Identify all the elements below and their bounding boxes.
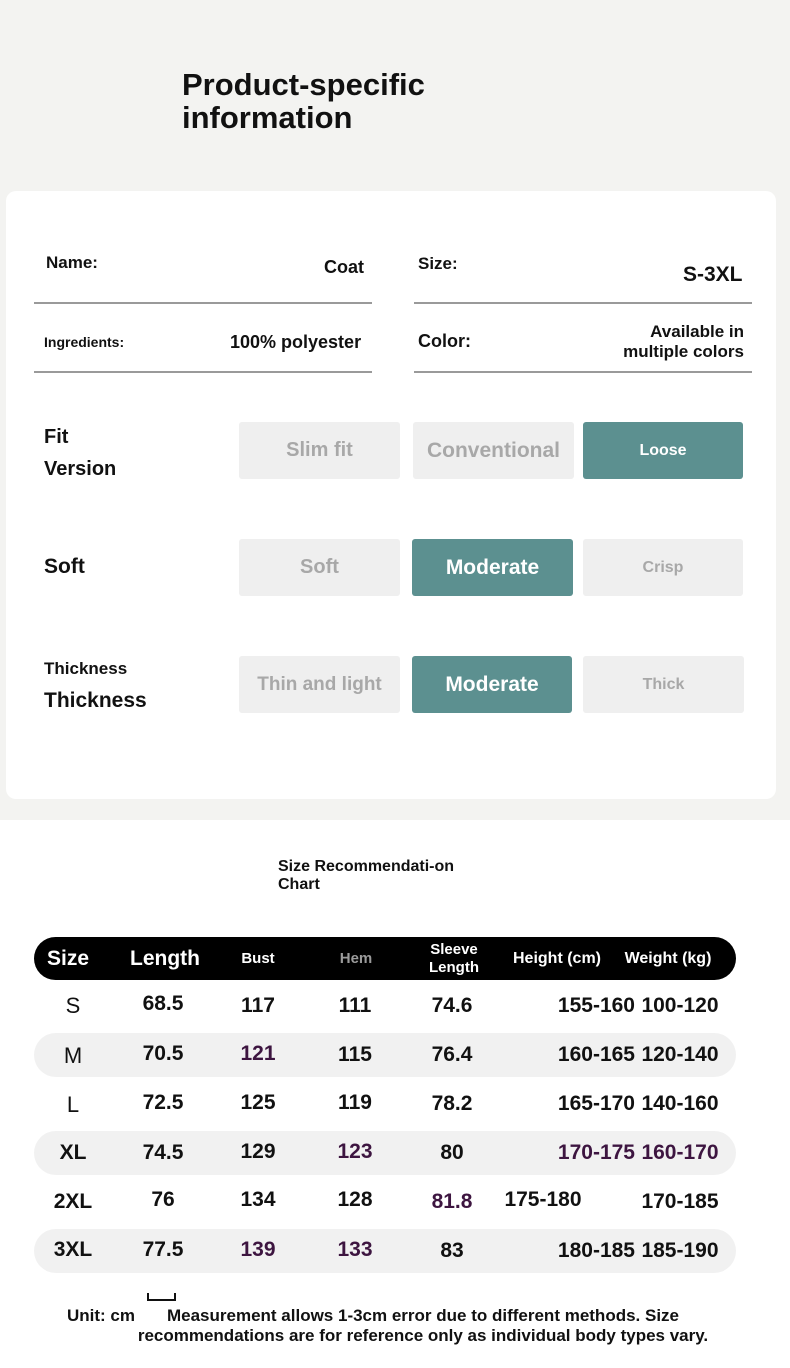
size-table-header <box>34 937 736 980</box>
option-thick[interactable]: Thick <box>583 656 744 713</box>
cell-bust: 134 <box>240 1188 276 1211</box>
cell-height: 170-175 <box>557 1141 635 1164</box>
divider <box>414 302 752 304</box>
header-weight: Weight (kg) <box>624 949 712 967</box>
divider <box>34 302 372 304</box>
option-thin-and-light[interactable]: Thin and light <box>239 656 400 713</box>
cell-sleeve: 78.2 <box>431 1092 473 1115</box>
cell-bust: 117 <box>241 994 275 1017</box>
measurement-note: Measurement allows 1-3cm error due to different methods. Size recommendations are for reference only as individual body types vary. <box>137 1306 709 1345</box>
header-height: Height (cm) <box>513 949 601 967</box>
cell-size: M <box>63 1043 83 1068</box>
cell-weight: 100-120 <box>641 994 719 1017</box>
cell-weight: 140-160 <box>641 1092 719 1115</box>
cell-height: 155-160 <box>557 994 635 1017</box>
divider <box>414 371 752 373</box>
cell-sleeve: 80 <box>440 1141 464 1164</box>
cell-sleeve: 81.8 <box>431 1190 473 1213</box>
option-crisp[interactable]: Crisp <box>583 539 743 596</box>
option-loose-selected[interactable]: Loose <box>583 422 743 479</box>
cell-hem: 123 <box>337 1140 373 1163</box>
cell-sleeve: 76.4 <box>431 1043 473 1066</box>
bracket-mark-icon <box>147 1293 176 1301</box>
cell-hem: 128 <box>337 1188 373 1211</box>
option-conventional[interactable]: Conventional <box>413 422 574 479</box>
cell-size: XL <box>59 1141 87 1164</box>
ingredients-value: 100% polyester <box>230 332 362 352</box>
cell-bust: 121 <box>240 1042 276 1065</box>
cell-weight: 185-190 <box>641 1239 719 1262</box>
unit-label: Unit: cm <box>67 1306 135 1325</box>
cell-length: 72.5 <box>142 1091 184 1114</box>
cell-size: 2XL <box>53 1190 93 1213</box>
cell-hem: 119 <box>338 1091 372 1114</box>
cell-weight: 120-140 <box>641 1043 719 1066</box>
cell-height: 165-170 <box>557 1092 635 1115</box>
cell-size: S <box>65 993 81 1018</box>
thickness-small-label: Thickness <box>44 659 128 678</box>
header-bust: Bust <box>241 949 275 967</box>
option-moderate-selected[interactable]: Moderate <box>412 539 573 596</box>
ingredients-label: Ingredients: <box>44 334 125 350</box>
cell-bust: 139 <box>240 1238 276 1261</box>
header-sleeve-length: Sleeve Length <box>429 940 479 976</box>
cell-height: 160-165 <box>557 1043 635 1066</box>
cell-length: 74.5 <box>142 1141 184 1164</box>
size-value: S-3XL <box>683 263 743 286</box>
cell-length: 70.5 <box>142 1042 184 1065</box>
cell-height: 180-185 <box>557 1239 635 1262</box>
cell-height: 175-180 <box>504 1188 582 1211</box>
cell-sleeve: 74.6 <box>431 994 473 1017</box>
header-hem: Hem <box>339 949 373 967</box>
color-label: Color: <box>418 331 471 351</box>
color-value: Available in multiple colors <box>623 322 744 361</box>
option-soft[interactable]: Soft <box>239 539 400 596</box>
cell-length: 76 <box>151 1188 175 1211</box>
name-label: Name: <box>46 253 98 272</box>
thickness-label: Thickness <box>44 689 147 712</box>
cell-hem: 111 <box>338 994 372 1017</box>
cell-hem: 115 <box>338 1043 372 1066</box>
header-length: Length <box>130 946 200 970</box>
cell-bust: 125 <box>240 1091 276 1114</box>
divider <box>34 371 372 373</box>
header-size: Size <box>46 946 90 970</box>
product-info-card <box>6 191 776 799</box>
option-slim-fit[interactable]: Slim fit <box>239 422 400 479</box>
size-label: Size: <box>418 254 458 273</box>
cell-sleeve: 83 <box>440 1239 464 1262</box>
cell-bust: 129 <box>240 1140 276 1163</box>
page-title: Product-specific information <box>182 67 425 135</box>
cell-weight: 160-170 <box>641 1141 719 1164</box>
cell-length: 68.5 <box>142 992 184 1015</box>
cell-hem: 133 <box>337 1238 373 1261</box>
size-chart-title: Size Recommendati-on Chart <box>278 858 455 893</box>
cell-size: 3XL <box>53 1238 93 1261</box>
cell-weight: 170-185 <box>641 1190 719 1213</box>
option-moderate-selected[interactable]: Moderate <box>412 656 572 713</box>
fit-version-label: Fit Version <box>44 426 117 480</box>
softness-label: Soft <box>44 555 85 578</box>
name-value: Coat <box>324 257 364 277</box>
cell-length: 77.5 <box>142 1238 184 1261</box>
cell-size: L <box>66 1092 80 1117</box>
